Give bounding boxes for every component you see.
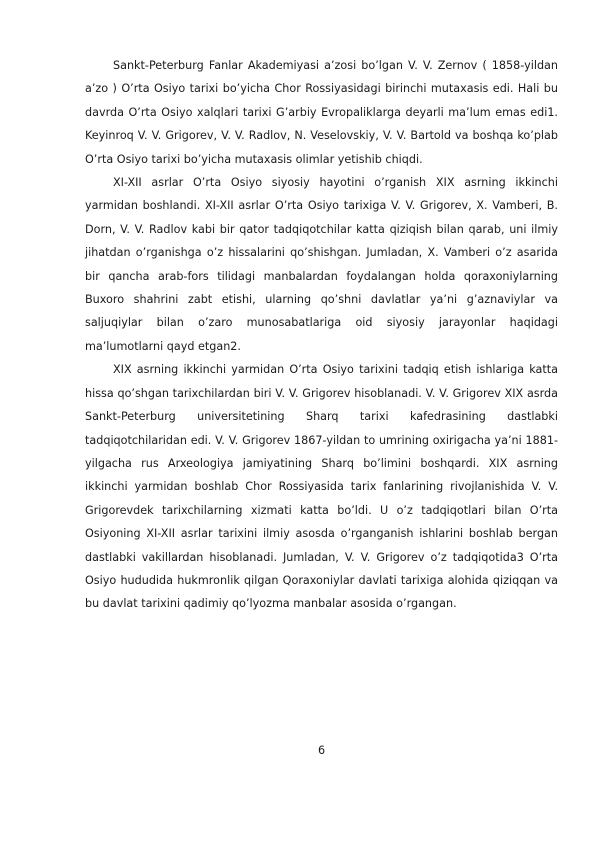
paragraph-1: Sankt-Peterburg Fanlar Akademiyasi a’zosi bo’lgan V. V. Zernov ( 1858-yildan a’zo ) O’rta Osiyo tarixi bo’yicha Chor Rossiyasidagi birinchi mutaxasis edi. Hali bu davrda O’rta Osiyo xalqlari tarixi G’arbiy Evropaliklarga deyarli ma’lum emas edi1. Keyinroq V. V. Grigorev, V. V. Radlov, N. Veselovskiy, V. V. Bartold va boshqa ko’plab O’rta Osiyo tarixi bo’yicha mutaxasis olimlar yetishib chiqdi. [85, 59, 558, 166]
paragraph-3: XIX asrning ikkinchi yarmidan O’rta Osiyo tarixini tadqiq etish ishlariga katta hissa qo’shgan tarixchilardan biri V. V. Grigorev hisoblanadi. V. V. Grigorev XIX asrda Sankt-Peterburg universitetining Sharq tarixi kafedrasining dastlabki tadqiqotchilaridan edi. V. V. Grigorev 1867-yildan to umrining oxirigacha ya’ni 1881-yilgacha rus Arxeologiya jamiyatining Sharq bo’limini boshqardi. XIX asrning ikkinchi yarmidan boshlab Chor Rossiyasida tarix fanlarining rivojlanishida V. V. Grigorevdek tarixchilarning xizmati katta bo’ldi. U o’z tadqiqotlari bilan O’rta Osiyoning XI-XII asrlar tarixini ilmiy asosda o’rganganish ishlarini boshlab bergan dastlabki vakillardan hisoblanadi. Jumladan, V. V. Grigorev o’z tadqiqotida3 O’rta Osiyo hududida hukmronlik qilgan Qoraxoniylar davlati tarixiga alohida qiziqqan va bu davlat tarixini qadimiy qo’lyozma manbalar asosida o’rgangan. [85, 363, 558, 611]
document-body [85, 54, 558, 616]
paragraph-2: XI-XII asrlar O’rta Osiyo siyosiy hayotini o’rganish XIX asrning ikkinchi yarmidan boshlandi. XI-XII asrlar O’rta Osiyo tarixiga V. V. Grigorev, X. Vamberi, B. Dorn, V. V. Radlov kabi bir qator tadqiqotchilar katta qiziqish bilan qarab, uni ilmiy jihatdan o’rganishga o’z hissalarini qo’shishgan. Jumladan, X. Vamberi o’z asarida bir qancha arab-fors tilidagi manbalardan foydalangan holda qoraxoniylarning Buxoro shahrini zabt etishi, ularning qo’shni davlatlar ya’ni g’aznaviylar va saljuqiylar bilan o’zaro munosabatlariga oid siyosiy jarayonlar haqidagi ma’lumotlarni qayd etgan2. [85, 176, 558, 353]
page-number: 6 [317, 744, 326, 757]
